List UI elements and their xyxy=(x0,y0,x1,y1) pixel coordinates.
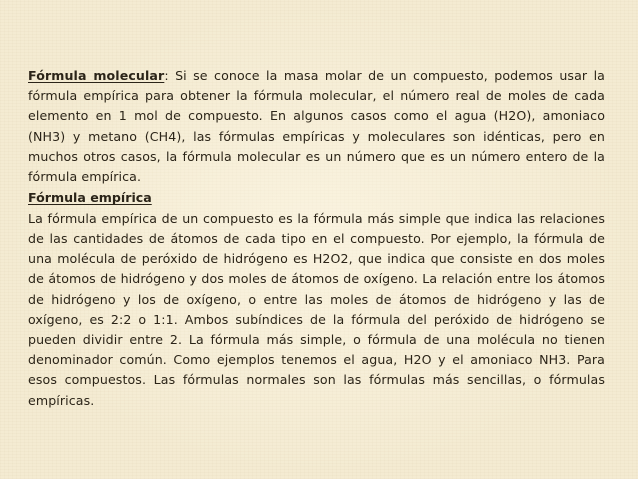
slide-content xyxy=(28,66,605,411)
molecular-formula-term: Fórmula molecular xyxy=(28,68,165,83)
molecular-formula-text: : Si se conoce la masa molar de un compuesto, podemos usar la fórmula empírica para obtener la fórmula molecular, el número real de moles de cada elemento en 1 mol de compuesto. En algunos casos como el agua (H2O), amoniaco (NH3) y metano (CH4), las fórmulas empíricas y moleculares son idénticas, pero en muchos otros casos, la fórmula molecular es un número que es un número entero de la fórmula empírica. xyxy=(28,68,605,185)
empirical-formula-heading-text: Fórmula empírica xyxy=(28,190,152,206)
empirical-formula-heading xyxy=(28,188,605,209)
empirical-formula-paragraph: La fórmula empírica de un compuesto es la fórmula más simple que indica las relaciones de las cantidades de átomos de cada tipo en el compuesto. Por ejemplo, la fórmula de una molécula de peróxido de hidrógeno es H2O2, que indica que consiste en dos moles de átomos de hidrógeno y dos moles de átomos de oxígeno. La relación entre los átomos de hidrógeno y los de oxígeno, o entre las moles de átomos de hidrógeno y las de oxígeno, es 2:2 o 1:1. Ambos subíndices de la fórmula del peróxido de hidrógeno se pueden dividir entre 2. La fórmula más simple, o fórmula de una molécula no tienen denominador común. Como ejemplos tenemos el agua, H2O y el amoniaco NH3. Para esos compuestos. Las fórmulas normales son las fórmulas más sencillas, o fórmulas empíricas. xyxy=(28,210,605,408)
molecular-formula-paragraph xyxy=(28,66,605,187)
